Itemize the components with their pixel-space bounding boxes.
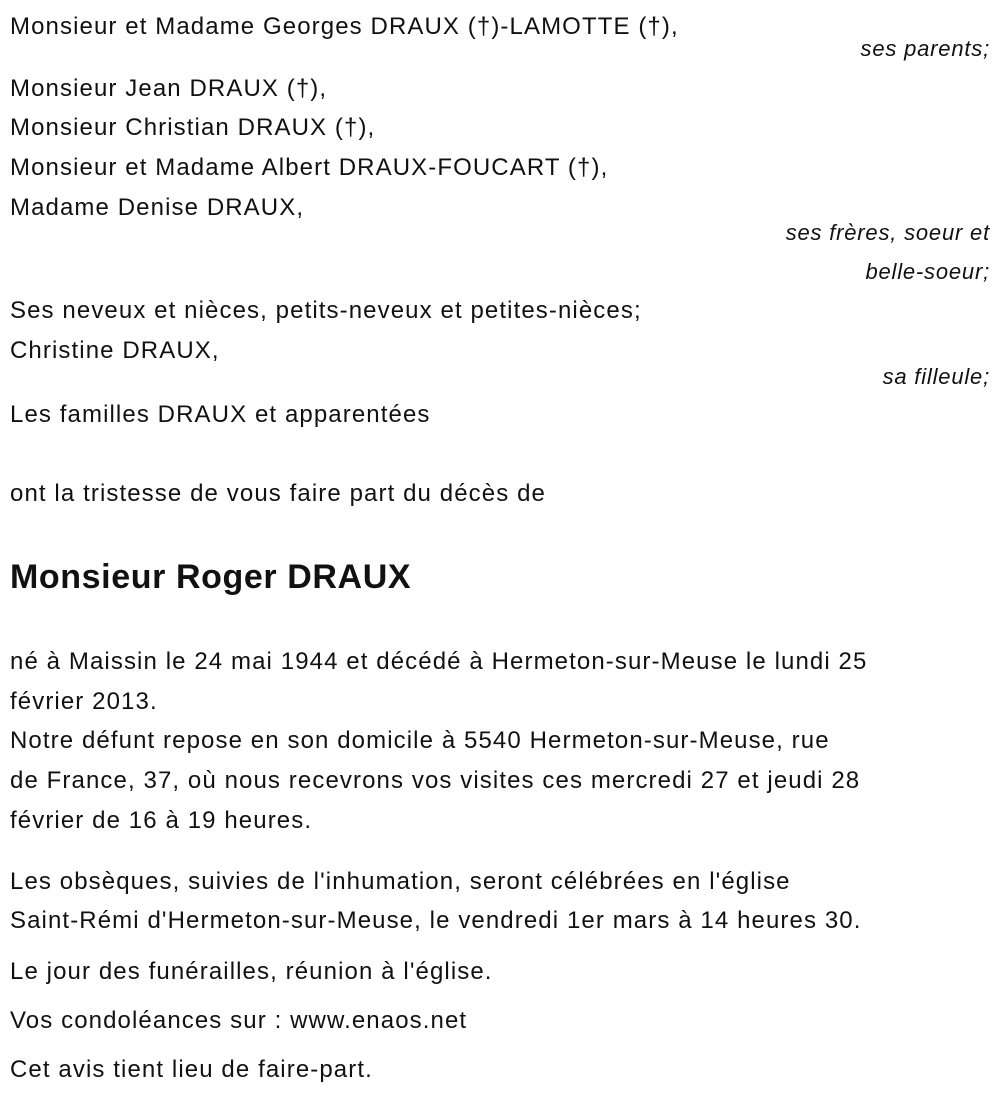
parents-line: Monsieur et Madame Georges DRAUX (†)-LAMOTTE (†), bbox=[10, 13, 679, 40]
visitation-line: février de 16 à 19 heures. bbox=[10, 807, 313, 834]
sibling-line: Monsieur Jean DRAUX (†), bbox=[10, 75, 328, 102]
sibling-line: Monsieur et Madame Albert DRAUX-FOUCART (†), bbox=[10, 154, 609, 181]
visitation-line: Notre défunt repose en son domicile à 5540 Hermeton-sur-Meuse, rue bbox=[10, 727, 830, 754]
sibling-line: Monsieur Christian DRAUX (†), bbox=[10, 114, 376, 141]
condolences-line: Vos condoléances sur : www.enaos.net bbox=[10, 1007, 468, 1034]
visitation-line: de France, 37, où nous recevrons vos visites ces mercredi 27 et jeudi 28 bbox=[10, 767, 861, 794]
notice-line: Cet avis tient lieu de faire-part. bbox=[10, 1056, 373, 1083]
siblings-role: belle-soeur; bbox=[865, 259, 990, 284]
goddaughter-role: sa filleule; bbox=[882, 364, 990, 389]
parents-role: ses parents; bbox=[860, 36, 990, 61]
meeting-line: Le jour des funérailles, réunion à l'église. bbox=[10, 958, 493, 985]
sibling-line: Madame Denise DRAUX, bbox=[10, 194, 305, 221]
deceased-name: Monsieur Roger DRAUX bbox=[10, 558, 412, 596]
siblings-role: ses frères, soeur et bbox=[785, 220, 990, 245]
goddaughter-line: Christine DRAUX, bbox=[10, 337, 220, 364]
announcement: ont la tristesse de vous faire part du décès de bbox=[10, 480, 546, 507]
birth-death-line: février 2013. bbox=[10, 688, 158, 715]
birth-death-line: né à Maissin le 24 mai 1944 et décédé à Hermeton-sur-Meuse le lundi 25 bbox=[10, 648, 868, 675]
funeral-line: Saint-Rémi d'Hermeton-sur-Meuse, le vendredi 1er mars à 14 heures 30. bbox=[10, 907, 862, 934]
funeral-line: Les obsèques, suivies de l'inhumation, seront célébrées en l'église bbox=[10, 868, 791, 895]
nephews-line: Ses neveux et nièces, petits-neveux et petites-nièces; bbox=[10, 297, 642, 324]
families-line: Les familles DRAUX et apparentées bbox=[10, 401, 431, 428]
